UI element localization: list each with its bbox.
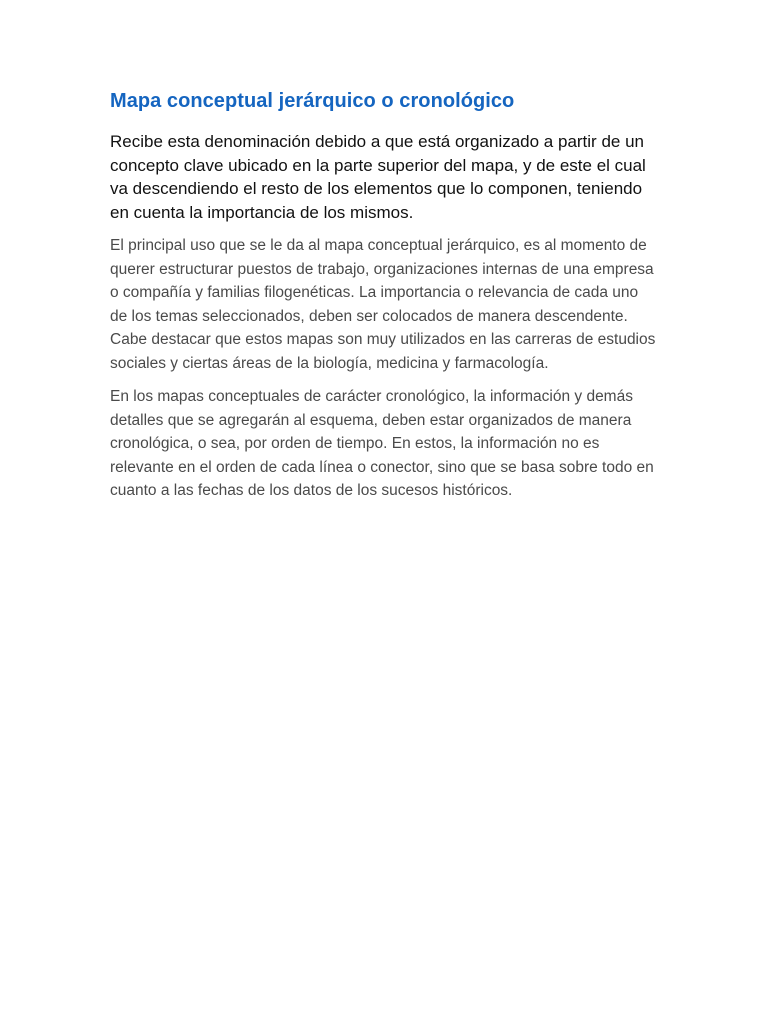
body-paragraph-1: El principal uso que se le da al mapa conceptual jerárquico, es al momento de querer estructurar puestos de trabajo, organizaciones internas de una empresa o compañía y familias filogenéticas. La importancia o relevancia de cada uno de los temas seleccionados, deben ser colocados de manera descendente. Cabe destacar que estos mapas son muy utilizados en las carreras de estudios sociales y ciertas áreas de la biología, medicina y farmacología. — [110, 237, 656, 372]
page-title: Mapa conceptual jerárquico o cronológico — [110, 90, 515, 112]
document-page — [110, 86, 658, 513]
lead-paragraph: Recibe esta denominación debido a que está organizado a partir de un concepto clave ubicado en la parte superior del mapa, y de este el cual va descendiendo el resto de los elementos que lo componen, teniendo en cuenta la importancia de los mismos. — [110, 132, 646, 222]
body-paragraph-2: En los mapas conceptuales de carácter cronológico, la información y demás detalles que se agregarán al esquema, deben estar organizados de manera cronológica, o sea, por orden de tiempo. En estos, la información no es relevante en el orden de cada línea o conector, sino que se basa sobre todo en cuanto a las fechas de los datos de los sucesos históricos. — [110, 388, 654, 499]
